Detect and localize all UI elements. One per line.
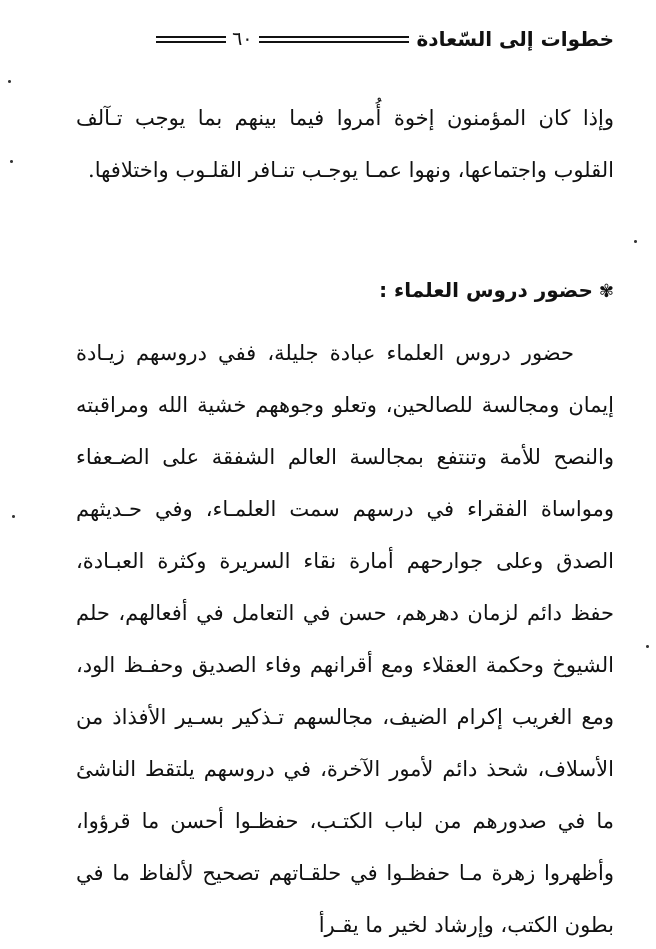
section-heading-text: حضور دروس العلماء :: [379, 278, 593, 302]
flower-bullet-icon: ✾: [598, 281, 614, 302]
scan-speck: [634, 240, 637, 243]
scan-speck: [646, 645, 649, 648]
scan-speck: [12, 515, 15, 518]
scan-speck: [8, 80, 11, 83]
page-number: ٦٠: [232, 28, 253, 50]
paragraph-brotherhood: وإذا كان المؤمنون إخوة أُمروا فيما بينهم بما يوجب تـآلف القلوب واجتماعها، ونهوا عمـا يوجـب تنـافر القلـوب واختلافها.: [76, 106, 614, 182]
header-rule-left: [156, 36, 226, 43]
header-rule-right: [259, 36, 409, 43]
paragraph-scholars-lessons: حضور دروس العلماء عبادة جليلة، ففي دروسهم زيـادة إيمان ومجالسة للصالحين، وتعلو وجوههم خشية الله ومراقبته والنصح للأمة وتنتفع بمجالسة العالم الشفقة على الضـعفاء ومواساة الفقراء في درسهم سمت العلمـاء، وفي حـديثهم الصدق وعلى جوارحهم أمارة نقاء السريرة وكثرة العبـادة، حفظ دائم لزمان دهرهم، حسن في التعامل في أفعالهم، حلم الشيوخ وحكمة العقلاء ومع أقرانهم وفاء الصديق وحفـظ الود، ومع الغريب إكرام الضيف، مجالسهم تـذكير بسـير الأفذاذ من الأسلاف، شحذ دائم لأمور الآخرة، في دروسهم يلتقط الناشئ ما في صدورهم من لباب الكتـب، حفظـوا أحسن ما قرؤوا، وأظهروا زهرة مـا حفظـوا في حلقـاتهم تصحيح لألفاظ ما في بطون الكتب، وإرشاد لخير ما يقـرأ: [76, 341, 614, 937]
scan-speck: [10, 160, 13, 163]
running-header: [74, 22, 614, 56]
book-title: خطوات إلى السّعادة: [416, 27, 614, 51]
section-heading: [76, 270, 614, 312]
